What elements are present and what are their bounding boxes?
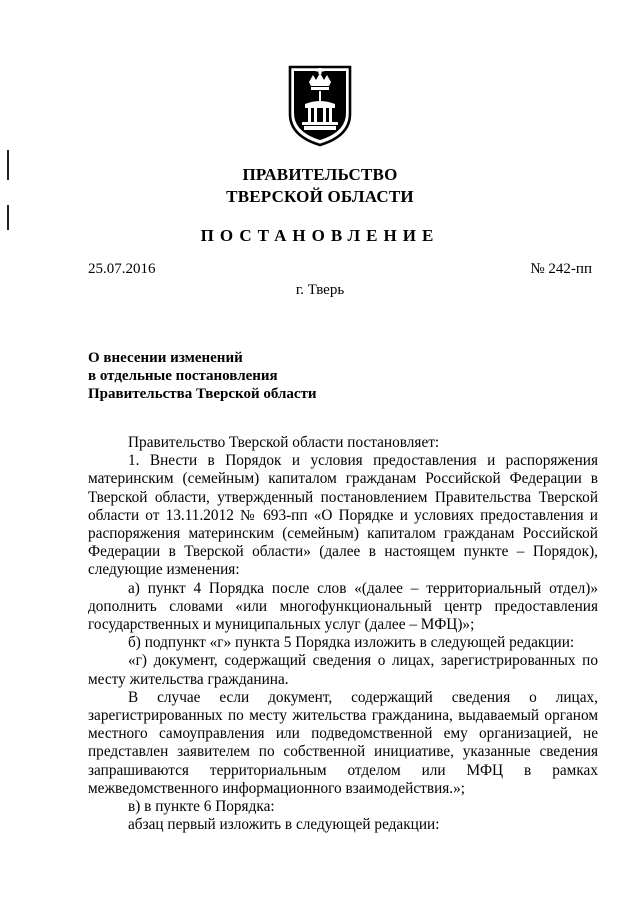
document-body [88,434,598,834]
paragraph: б) подпункт «г» пункта 5 Порядка изложить в следующей редакции: [128,634,575,652]
paragraph: «г) документ, содержащий сведения о лицах, зарегистрированных по месту жительства гражданина. [88,652,598,688]
subject-line: в отдельные постановления [88,368,278,384]
document-subject [88,349,317,403]
paragraph: абзац первый изложить в следующей редакции: [128,816,440,834]
document-date: 25.07.2016 [88,261,156,277]
coat-of-arms-icon [287,64,353,148]
org-name-line2: ТВЕРСКОЙ ОБЛАСТИ [226,187,414,206]
paragraph: в) в пункте 6 Порядка: [128,798,275,816]
subject-line: О внесении изменений [88,350,243,366]
subject-line: Правительства Тверской области [88,386,317,402]
paragraph: а) пункт 4 Порядка после слов «(далее – территориальный отдел)» дополнить словами «или многофункциональный центр предоставления государственных и муниципальных услуг (далее – МФЦ)»; [88,579,598,634]
paragraph: 1. Внести в Порядок и условия предоставления и распоряжения материнским (семейным) капиталом гражданам Российской Федерации в Тверской области, утвержденный постановлением Правительства Тверской области от 13.11.2012 № 693-пп «О Порядке и условиях предоставления и распоряжения материнским (семейным) капиталом гражданам Российской Федерации в Тверской области» (далее в настоящем пункте – Порядок), следующие изменения: [88,452,598,579]
document-type: ПОСТАНОВЛЕНИЕ [200,226,440,245]
document-number: № 242-пп [530,261,592,277]
document-city: г. Тверь [295,282,345,298]
paragraph: В случае если документ, содержащий сведения о лицах, зарегистрированных по месту жительства гражданина, выдаваемый органом местного самоуправления или подведомственной ему организацией, не представлен заявителем по собственной инициативе, указанные сведения запрашиваются территориальным отделом или МФЦ в рамках межведомственного информационного взаимодействия.»; [88,688,598,797]
org-name-line1: ПРАВИТЕЛЬСТВО [242,165,398,184]
paragraph: Правительство Тверской области постановляет: [128,434,440,451]
